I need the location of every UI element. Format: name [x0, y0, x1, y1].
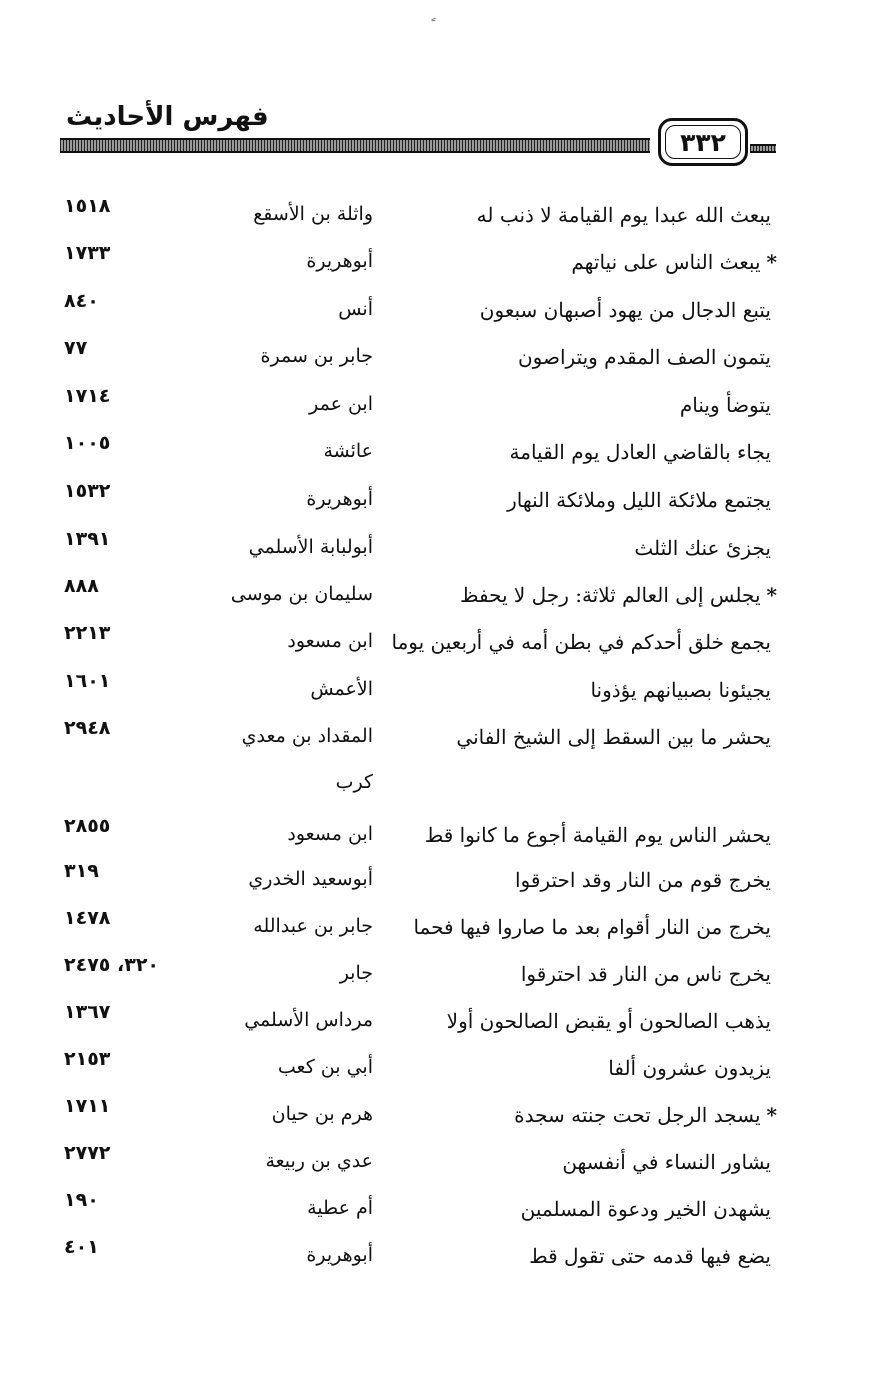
narrator-name: أبوهريرة	[306, 1244, 373, 1266]
narrator-name: عائشة	[323, 440, 373, 462]
hadith-text	[518, 345, 777, 369]
hadith-text	[571, 250, 777, 274]
hadith-text	[460, 583, 777, 607]
narrator-name: جابر بن سمرة	[260, 345, 373, 367]
index-entry	[0, 385, 873, 433]
hadith-phrase: يحشر ما بين السقط إلى الشيخ الفاني	[456, 725, 771, 749]
hadith-phrase: يخرج ناس من النار قد احترقوا	[520, 962, 771, 986]
header-rule	[60, 138, 650, 153]
index-entry	[0, 195, 873, 243]
narrator-name: أبوهريرة	[306, 250, 373, 272]
hadith-phrase: يخرج قوم من النار وقد احترقوا	[514, 868, 771, 892]
hadith-phrase: يبعث الناس على نياتهم	[571, 250, 761, 274]
running-title: فهرس الأحاديث	[66, 102, 269, 132]
hadith-number: ٣٢٠، ٢٤٧٥	[64, 954, 160, 976]
index-entry	[0, 954, 873, 1002]
index-entry	[0, 528, 873, 576]
index-entry	[0, 1095, 873, 1143]
hadith-text	[447, 1009, 777, 1033]
hadith-text	[413, 915, 777, 939]
hadith-phrase: يشاور النساء في أنفسهن	[562, 1150, 771, 1174]
hadith-phrase: يجزئ عنك الثلث	[634, 536, 771, 560]
hadith-number: ١٠٠٥	[64, 432, 111, 454]
hadith-text	[425, 823, 777, 847]
hadith-text	[507, 488, 777, 512]
hadith-number: ١٩٠	[64, 1189, 99, 1211]
hadith-number: ١٣٩١	[64, 528, 111, 550]
hadith-phrase: يخرج من النار أقوام بعد ما صاروا فيها فحما	[413, 915, 771, 939]
index-entry	[0, 1048, 873, 1096]
hadith-text	[680, 393, 777, 417]
hadith-number: ١٣٦٧	[64, 1001, 111, 1023]
hadith-number: ٣١٩	[64, 860, 99, 882]
narrator-name: الأعمش	[310, 678, 373, 700]
hadith-number: ٢٢١٣	[64, 622, 111, 644]
index-entry	[0, 480, 873, 528]
hadith-phrase: يضع فيها قدمه حتى تقول قط	[529, 1244, 771, 1268]
narrator-name: عدي بن ربيعة	[265, 1150, 373, 1172]
index-entry	[0, 1001, 873, 1049]
header-rule-end	[750, 144, 776, 153]
hadith-phrase: يبعث الله عبدا يوم القيامة لا ذنب له	[476, 203, 771, 227]
narrator-name: أبي بن كعب	[277, 1056, 373, 1078]
hadith-number: ١٤٧٨	[64, 907, 111, 929]
narrator-name: أبوسعيد الخدري	[248, 868, 373, 890]
index-entry	[0, 670, 873, 718]
hadith-text	[391, 630, 777, 654]
asterisk-marker: *	[766, 1103, 777, 1127]
narrator-name: جابر بن عبدالله	[253, 915, 373, 937]
index-entry	[0, 290, 873, 338]
index-entry	[0, 860, 873, 908]
hadith-text	[590, 678, 777, 702]
index-entry	[0, 1142, 873, 1190]
page-header	[60, 100, 776, 170]
hadith-text	[521, 962, 777, 986]
narrator-name: جابر	[339, 962, 373, 984]
narrator-name: ابن مسعود	[287, 823, 373, 845]
hadith-number: ٢٨٥٥	[64, 815, 111, 837]
narrator-name: واثلة بن الأسقع	[253, 203, 373, 225]
hadith-number: ٤٠١	[64, 1236, 99, 1258]
hadith-text	[634, 536, 777, 560]
asterisk-marker: *	[766, 583, 777, 607]
hadith-text	[608, 1056, 777, 1080]
hadith-phrase: يشهدن الخير ودعوة المسلمين	[520, 1197, 771, 1221]
hadith-phrase: يتوضأ وينام	[679, 393, 771, 417]
hadith-phrase: يجتمع ملائكة الليل وملائكة النهار	[507, 488, 771, 512]
hadith-phrase: يتمون الصف المقدم ويتراصون	[517, 345, 771, 369]
hadith-text	[456, 725, 777, 749]
hadith-text	[477, 203, 777, 227]
narrator-name: هرم بن حيان	[271, 1103, 373, 1125]
narrator-name: سليمان بن موسى	[230, 583, 373, 605]
hadith-phrase: يذهب الصالحون أو يقبض الصالحون أولا	[446, 1009, 771, 1033]
hadith-phrase: يحشر الناس يوم القيامة أجوع ما كانوا قط	[424, 823, 771, 847]
page-number: ٣٣٢	[658, 118, 748, 166]
hadith-phrase: يزيدون عشرون ألفا	[608, 1056, 771, 1080]
hadith-text	[510, 440, 777, 464]
hadith-number: ١٦٠١	[64, 670, 111, 692]
narrator-name: أنس	[338, 298, 373, 320]
hadith-phrase: يجلس إلى العالم ثلاثة: رجل لا يحفظ	[459, 583, 761, 607]
index-entry	[0, 337, 873, 385]
hadith-text	[771, 771, 777, 795]
narrator-name: أبوهريرة	[306, 488, 373, 510]
hadith-phrase: يجيئونا بصبيانهم يؤذونا	[590, 678, 771, 702]
hadith-phrase: يجاء بالقاضي العادل يوم القيامة	[509, 440, 771, 464]
index-entry	[0, 907, 873, 955]
hadith-number: ٨٨٨	[64, 575, 99, 597]
hadith-number: ١٧١٤	[64, 385, 111, 407]
hadith-number: ٨٤٠	[64, 290, 99, 312]
index-entry	[0, 622, 873, 670]
narrator-name: كرب	[335, 771, 373, 793]
asterisk-marker: *	[766, 250, 777, 274]
hadith-number: ٢١٥٣	[64, 1048, 111, 1070]
index-entry	[0, 432, 873, 480]
narrator-name: ابن مسعود	[287, 630, 373, 652]
hadith-text	[515, 868, 777, 892]
hadith-number: ١٥٣٢	[64, 480, 111, 502]
narrator-name: أم عطية	[307, 1197, 373, 1219]
index-entry	[0, 1236, 873, 1284]
narrator-name: أبولبابة الأسلمي	[248, 536, 373, 558]
narrator-name: ابن عمر	[309, 393, 373, 415]
hadith-phrase: يتبع الدجال من يهود أصبهان سبعون	[479, 298, 771, 322]
hadith-text	[514, 1103, 777, 1127]
index-entry	[0, 815, 873, 863]
hadith-text	[521, 1197, 777, 1221]
hadith-number: ١٧١١	[64, 1095, 111, 1117]
index-entry	[0, 771, 873, 811]
hadith-number: ٢٩٤٨	[64, 717, 111, 739]
narrator-name: مرداس الأسلمي	[244, 1009, 373, 1031]
hadith-number: ٢٧٧٢	[64, 1142, 111, 1164]
hadith-number: ١٥١٨	[64, 195, 111, 217]
hadith-text	[562, 1150, 777, 1174]
hadith-phrase: يجمع خلق أحدكم في بطن أمه في أربعين يوما	[391, 630, 771, 654]
index-entry	[0, 717, 873, 765]
hadith-text	[529, 1244, 777, 1268]
hadith-phrase: يسجد الرجل تحت جنته سجدة	[514, 1103, 761, 1127]
hadith-number: ١٧٣٣	[64, 242, 111, 264]
index-entry	[0, 575, 873, 623]
hadith-number: ٧٧	[64, 337, 88, 359]
index-entry	[0, 242, 873, 290]
index-entry	[0, 1189, 873, 1237]
hadith-text	[480, 298, 777, 322]
narrator-name: المقداد بن معدي	[241, 725, 373, 747]
